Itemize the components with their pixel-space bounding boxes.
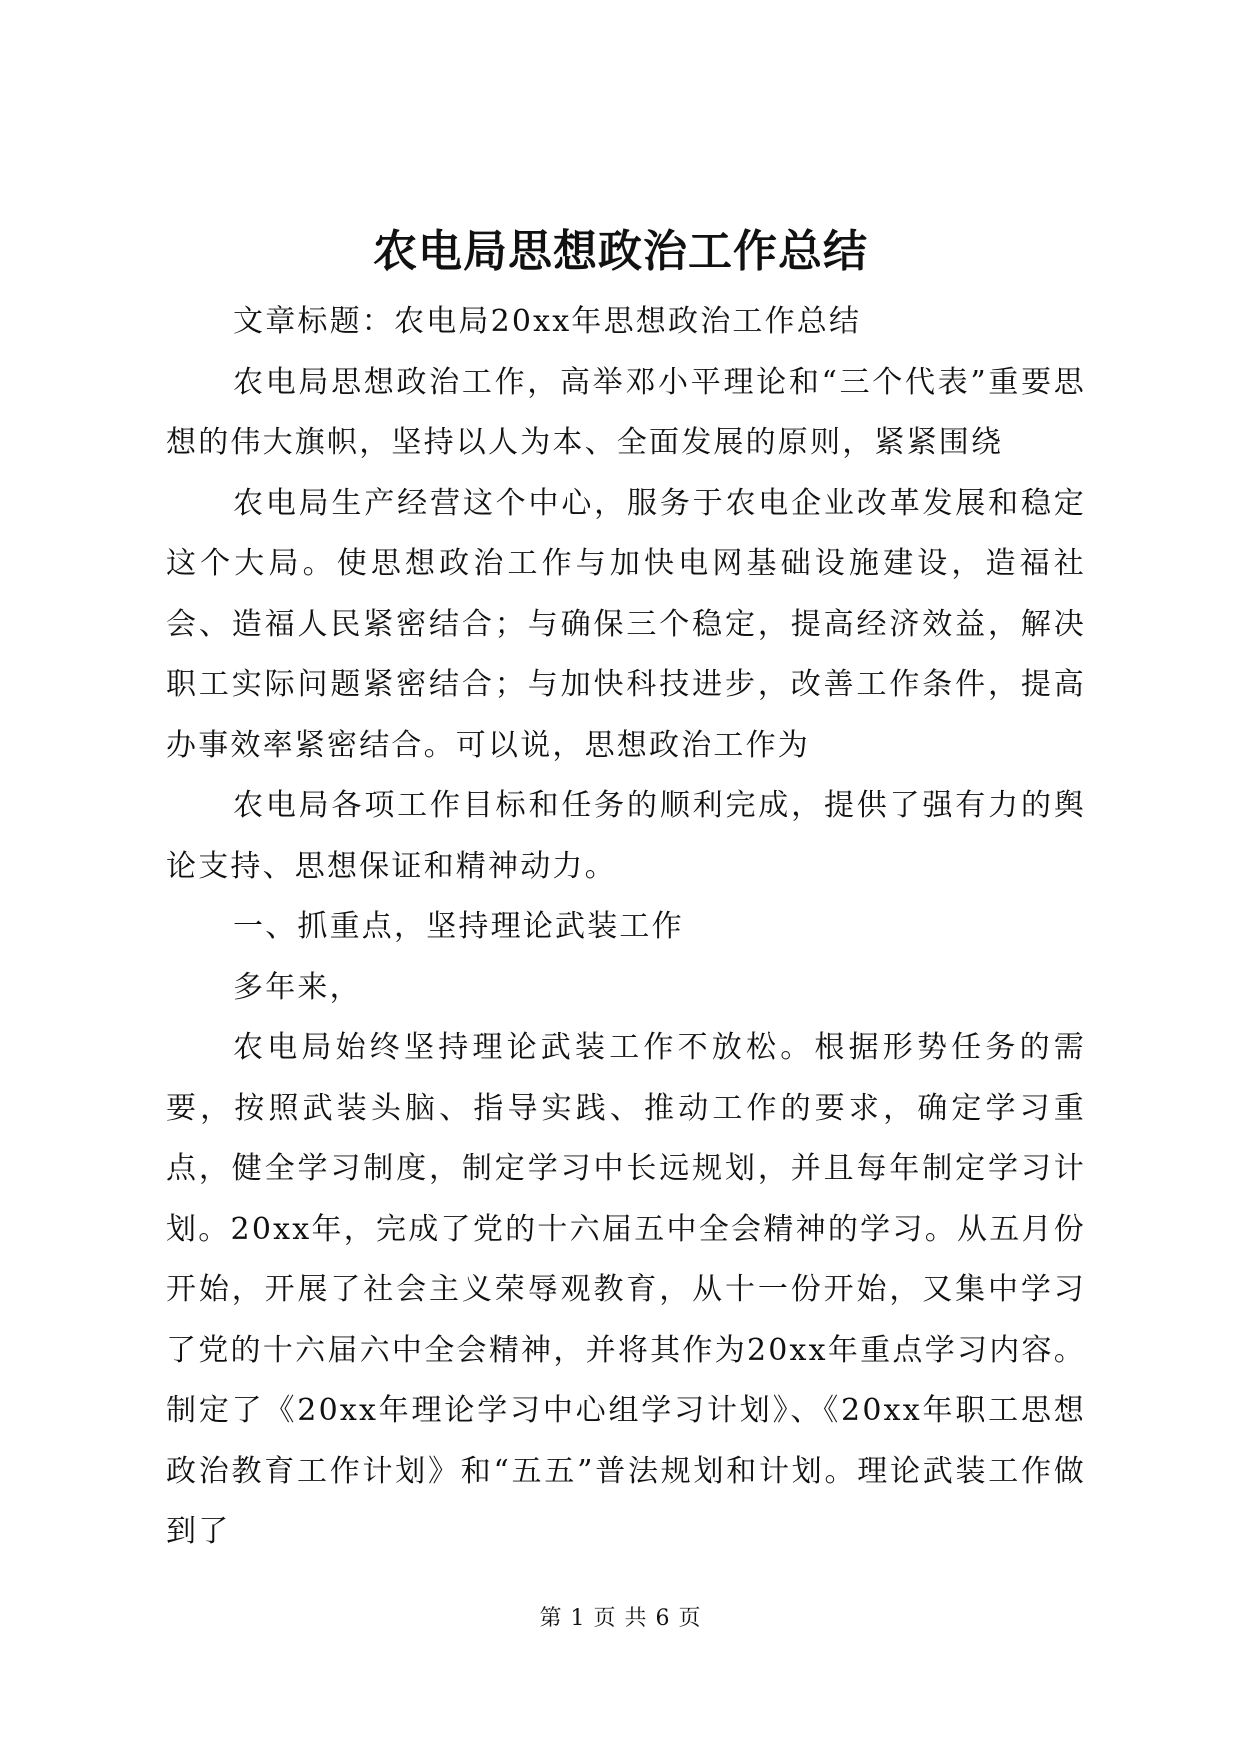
paragraph-goals: 农电局各项工作目标和任务的顺利完成，提供了强有力的舆论支持、思想保证和精神动力。 [166, 788, 1086, 884]
paragraph-article-title: 文章标题：农电局20xx年思想政治工作总结 [233, 304, 862, 339]
document-title: 农电局思想政治工作总结 [373, 226, 868, 277]
paragraph-theory-study: 农电局始终坚持理论武装工作不放松。根据形势任务的需要，按照武装头脑、指导实践、推动工作的要求，确定学习重点，健全学习制度，制定学习中长远规划，并且每年制定学习计划。20xx年，完成了党的十六届五中全会精神的学习。从五月份开始，开展了社会主义荣辱观教育，从十一份开始，又集中学习了党的十六届六中全会精神，并将其作为20xx年重点学习内容。制定了《20xx年理论学习中心组学习计划》、《20xx年职工思想政治教育工作计划》和“五五”普法规划和计划。理论武装工作做到了 [166, 1030, 1086, 1549]
paragraph-center-work: 农电局生产经营这个中心，服务于农电企业改革发展和稳定这个大局。使思想政治工作与加快电网基础设施建设，造福社会、造福人民紧密结合；与确保三个稳定，提高经济效益，解决职工实际问题紧密结合；与加快科技进步，改善工作条件，提高办事效率紧密结合。可以说，思想政治工作为 [166, 485, 1086, 763]
document-body [166, 292, 1086, 1563]
paragraph-intro: 农电局思想政治工作，高举邓小平理论和“三个代表”重要思想的伟大旗帜，坚持以人为本、全面发展的原则，紧紧围绕 [166, 364, 1086, 460]
page-number: 第 1 页 共 6 页 [539, 1606, 702, 1631]
paragraph-years: 多年来， [233, 969, 362, 1005]
section-heading-1: 一、抓重点，坚持理论武装工作 [233, 909, 684, 944]
